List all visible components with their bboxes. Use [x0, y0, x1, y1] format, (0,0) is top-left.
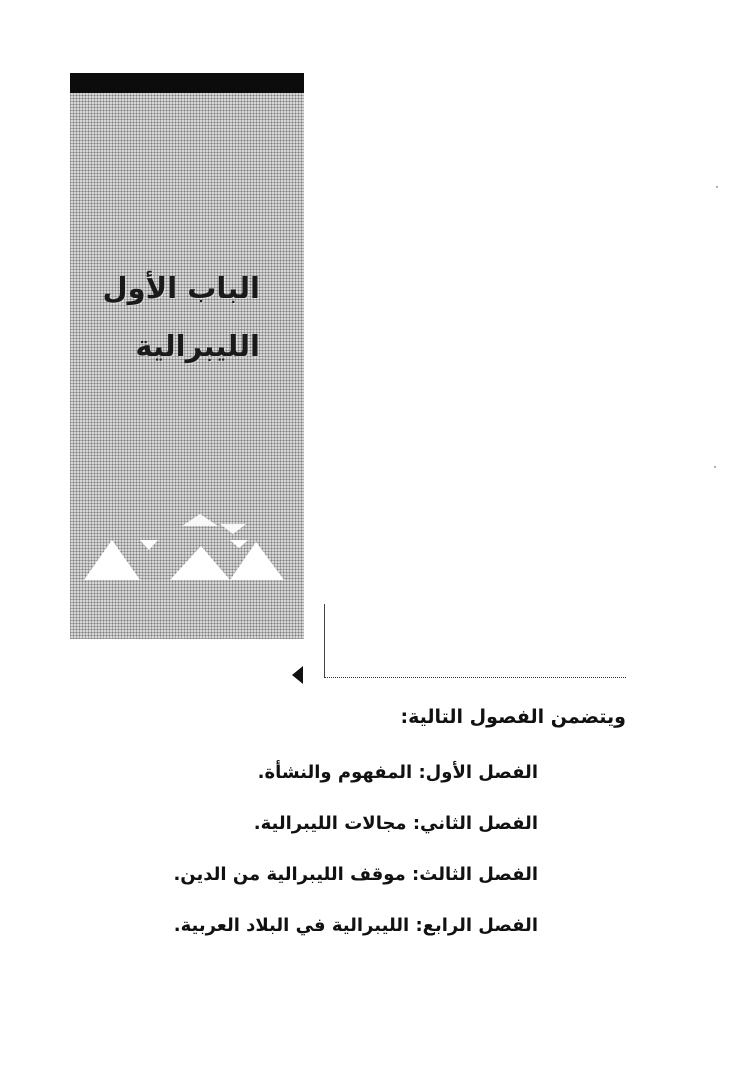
chapter-list: [173, 760, 538, 964]
triangle-center: [170, 546, 230, 580]
horizontal-dotted-rule: [324, 677, 626, 678]
part-title: الباب الأول: [102, 271, 260, 305]
chapter-item-1: الفصل الأول: المفهوم والنشأة.: [257, 762, 538, 783]
chapter-item-4: الفصل الرابع: الليبرالية في البلاد العربية.: [173, 915, 538, 936]
chapters-intro: ويتضمن الفصول التالية:: [400, 706, 626, 728]
top-black-bar: [70, 73, 304, 93]
triangle-right: [230, 542, 284, 580]
left-triangle-arrow-icon: [292, 666, 303, 684]
scan-speck: [716, 186, 718, 188]
decorative-triangles: [70, 498, 304, 598]
part-subject: الليبرالية: [135, 329, 260, 363]
vertical-rule: [324, 604, 325, 677]
scan-speck: [714, 466, 716, 468]
part-title-panel: [70, 93, 304, 639]
triangle-top-right: [220, 524, 246, 534]
triangle-top-center: [182, 514, 218, 526]
triangle-right-small: [230, 540, 248, 548]
chapter-item-3: الفصل الثالث: موقف الليبرالية من الدين.: [173, 864, 538, 885]
triangle-small-left: [140, 540, 158, 550]
triangle-left: [84, 540, 140, 580]
chapter-item-2: الفصل الثاني: مجالات الليبرالية.: [253, 813, 538, 834]
